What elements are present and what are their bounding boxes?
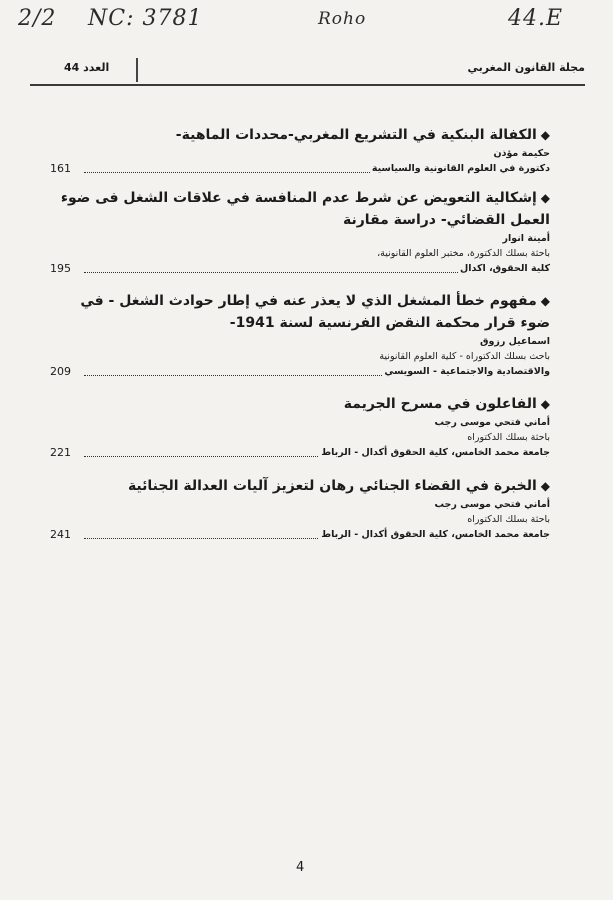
entry-title: ◆مفهوم خطأ المشغل الذي لا يعذر عنه في إطار حوادث الشغل - في ضوء قرار محكمة النقض الفرنسية لسنة 1941- <box>80 293 550 331</box>
entry-page-line <box>50 527 550 542</box>
diamond-bullet-icon: ◆ <box>540 191 550 205</box>
entry-page-number: 221 <box>50 446 71 459</box>
entry-page-line <box>50 261 550 276</box>
handwritten-reference: NC: 3781 <box>88 6 203 31</box>
handwritten-code: 44.E <box>508 6 564 31</box>
diamond-bullet-icon: ◆ <box>540 397 550 411</box>
entry-affiliation-end: والاقتصادية والاجتماعية - السويسي <box>384 366 550 377</box>
entry-page-line <box>50 364 550 379</box>
entry-affiliation: دكتورة في العلوم القانونية والسياسية <box>371 163 550 174</box>
entry-title: ◆إشكالية التعويض عن شرط عدم المنافسة في علاقات الشغل فى ضوء العمل القضائي- دراسة مقارنة <box>60 190 550 228</box>
toc-entry <box>50 475 550 542</box>
handwritten-fraction: 2/2 <box>18 6 57 31</box>
toc-entry <box>50 124 550 176</box>
entry-page-number: 241 <box>50 528 71 541</box>
entry-author: أماني فتحي موسى رجب <box>434 499 550 510</box>
page-number: 4 <box>296 860 305 875</box>
page-header <box>30 58 585 84</box>
entry-author: حكيمة مؤذن <box>493 148 550 159</box>
entry-author: أماني فتحي موسى رجب <box>434 417 550 428</box>
entry-page-number: 195 <box>50 262 71 275</box>
entry-affiliation-end: جامعة محمد الخامس، كلية الحقوق أكدال - الرباط <box>321 529 550 540</box>
toc-entry <box>50 393 550 460</box>
entry-affiliation: باحث بسلك الدكتوراه - كلية العلوم القانونية <box>379 351 550 362</box>
diamond-bullet-icon: ◆ <box>540 294 550 308</box>
diamond-bullet-icon: ◆ <box>540 479 550 493</box>
entry-affiliation: باحثة بسلك الدكتورة، مختبر العلوم القانونية، <box>377 248 550 259</box>
entry-title: ◆الخبرة في القضاء الجنائي رهان لتعزيز آليات العدالة الجنائية <box>127 478 550 494</box>
header-separator <box>136 58 138 82</box>
toc-entry <box>50 187 550 276</box>
entry-affiliation-end: جامعة محمد الخامس، كلية الحقوق أكدال - الرباط <box>321 447 550 458</box>
entry-title: ◆الكفالة البنكية في التشريع المغربي-محددات الماهية- <box>175 127 550 143</box>
entry-page-number: 209 <box>50 365 71 378</box>
toc-entry <box>50 290 550 379</box>
entry-page-number: 161 <box>50 162 71 175</box>
header-rule <box>30 84 585 86</box>
handwritten-signature: Roho <box>318 9 367 29</box>
entry-page-line <box>50 161 550 176</box>
entry-title: ◆الفاعلون في مسرح الجريمة <box>343 396 550 412</box>
entry-author: أمينة انوار <box>502 233 550 244</box>
entry-affiliation: باحثة بسلك الدكتوراه <box>467 514 550 525</box>
entry-affiliation: باحثة بسلك الدكتوراه <box>467 432 550 443</box>
entry-page-line <box>50 445 550 460</box>
journal-title: مجلة القانون المغربي <box>467 61 585 74</box>
issue-number: العدد 44 <box>64 61 110 74</box>
entry-affiliation-end: كلية الحقوق، اكدال <box>460 263 550 274</box>
entry-author: اسماعيل رزوق <box>479 336 550 347</box>
diamond-bullet-icon: ◆ <box>540 128 550 142</box>
